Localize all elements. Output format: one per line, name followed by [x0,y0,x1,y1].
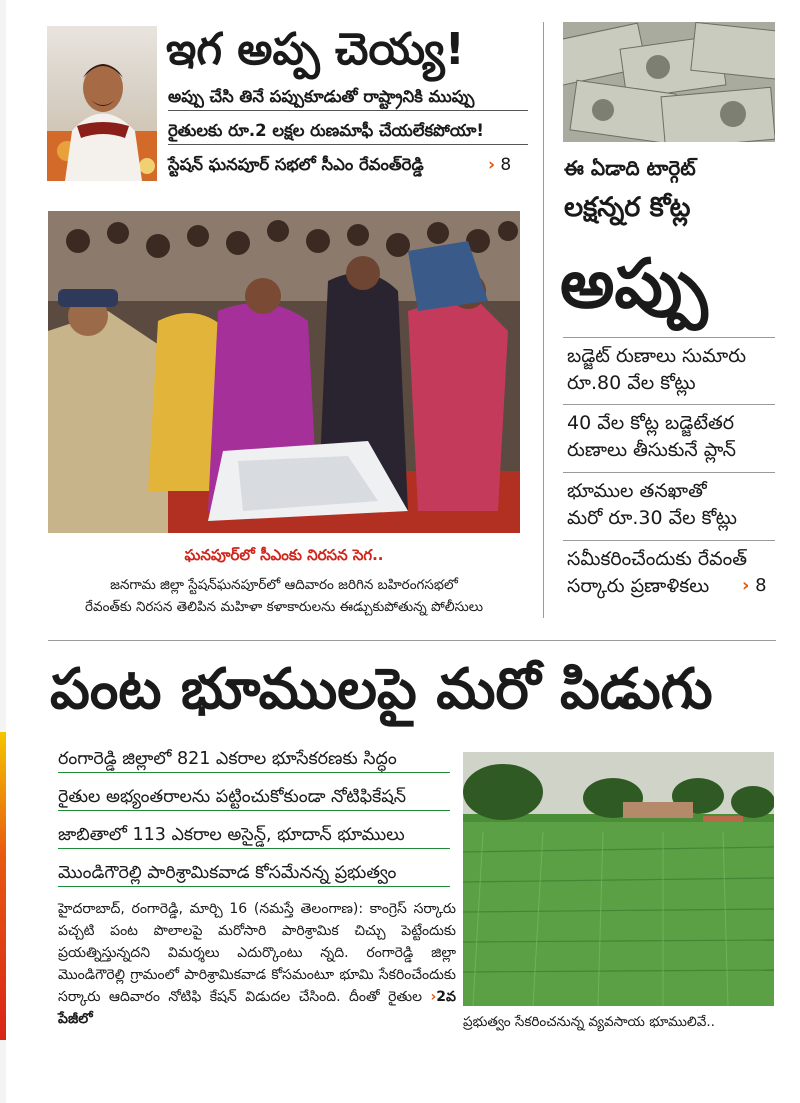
bottom-continued-link[interactable]: 2వ పేజీలో [58,989,456,1027]
photo-caption-line-2: రేవంత్‌కు నిరసన తెలిపిన మహిళా కళాకారులను ఈడ్చుకుపోతున్న పోలీసులు [84,599,483,615]
chevron-right-icon: › [742,575,750,596]
cm-portrait-photo [47,26,157,181]
farmland-photo-caption: ప్రభుత్వం సేకరించనున్న వ్యవసాయ భూములివే.. [463,1014,715,1030]
top-page-ref[interactable] [488,154,511,176]
side-headline-line-2: లక్షన్నర కోట్ల [564,192,691,223]
side-point-7: సమీకరించేందుకు రేవంత్ [567,548,748,570]
side-point-6: మరో రూ.30 వేల కోట్లు [567,507,737,529]
bottom-body-text [58,898,456,1030]
side-point-2: రూ.80 వేల కోట్లు [567,372,696,394]
side-page-ref[interactable] [742,573,767,599]
currency-notes-photo [563,22,775,142]
bottom-subhead-3: జాబితాలో 113 ఎకరాల అసైన్డ్, భూదాన్ భూములు [58,822,450,849]
photo-caption-line-1: జనగామ జిల్లా స్టేషన్‌ఘనపూర్‌లో ఆదివారం జరిగిన బహిరంగసభలో [110,577,458,593]
bottom-body-copy: హైదరాబాద్, రంగారెడ్డి, మార్చి 16 (నమస్తే తెలంగాణ): కాంగ్రెస్ సర్కారు పచ్చటి పంట పొలాలపై మరోసారి పారిశ్రామిక చిచ్చు పెట్టేందుకు ప్రయత్నిస్తున్నదని విమర్శలు ఎదుర్కొంటు న్నది. రంగారెడ్డి జిల్లా మొండిగౌరెల్లి గ్రామంలో పారిశ్రామికవాడ కోసమంటూ భూమి సేకరించేందుకు సర్కారు ఆదివారం నోటిఫి కేషన్ విడుదల చేసింది. దీంతో రైతుల [58,901,456,1005]
side-rule-3 [563,472,775,473]
top-page-ref-number: 8 [500,155,512,175]
protest-crowd-photo [48,211,520,533]
bottom-subhead-1: రంగారెడ్డి జిల్లాలో 821 ఎకరాల భూసేకరణకు సిద్ధం [58,746,450,773]
side-big-word: అప్పు [560,245,708,324]
left-edge-color-tab [0,732,6,1040]
bottom-subhead-4: మొండిగౌరెల్లి పారిశ్రామికవాడ కోసమేనన్న ప్రభుత్వం [58,860,450,887]
column-divider [543,22,544,618]
side-page-ref-number: 8 [755,575,767,596]
side-kicker: ఈ ఏడాది టార్గెట్ [564,156,696,180]
side-point-4: రుణాలు తీసుకునే ప్లాన్ [567,439,736,461]
photo-caption-title: ఘనపూర్‌లో సీఎంకు నిరసన సెగ.. [184,546,384,564]
chevron-right-icon: › [488,155,496,175]
top-subhead-3-text: స్టేషన్ ఘనపూర్ సభలో సీఎం రేవంత్‌రెడ్డి [168,155,424,174]
top-subhead-1: అప్పు చేసి తినే పప్పుకూడుతో రాష్ట్రానికి ముప్పు [168,86,528,111]
side-point-3: 40 వేల కోట్ల బడ్జెటేతర [567,412,735,434]
chevron-right-icon: › [430,989,437,1005]
bottom-subhead-2: రైతుల అభ్యంతరాలను పట్టించుకోకుండా నోటిఫికేషన్ [58,784,450,811]
side-point-5: భూముల తనఖాతో [567,480,707,502]
side-point-8: సర్కారు ప్రణాళికలు [567,575,710,597]
section-divider [48,640,776,641]
top-subhead-2: రైతులకు రూ.2 లక్షల రుణమాఫీ చేయలేకపోయా! [168,120,528,145]
top-subhead-3 [168,154,520,176]
side-rule-1 [563,337,775,338]
top-headline: ఇగ అప్ప చెయ్య! [166,24,465,75]
farmland-photo [463,752,774,1006]
bottom-headline: పంట భూములపై మరో పిడుగు [50,657,713,722]
side-rule-4 [563,540,775,541]
side-rule-2 [563,404,775,405]
side-point-1: బడ్జెట్ రుణాలు సుమారు [567,345,747,367]
